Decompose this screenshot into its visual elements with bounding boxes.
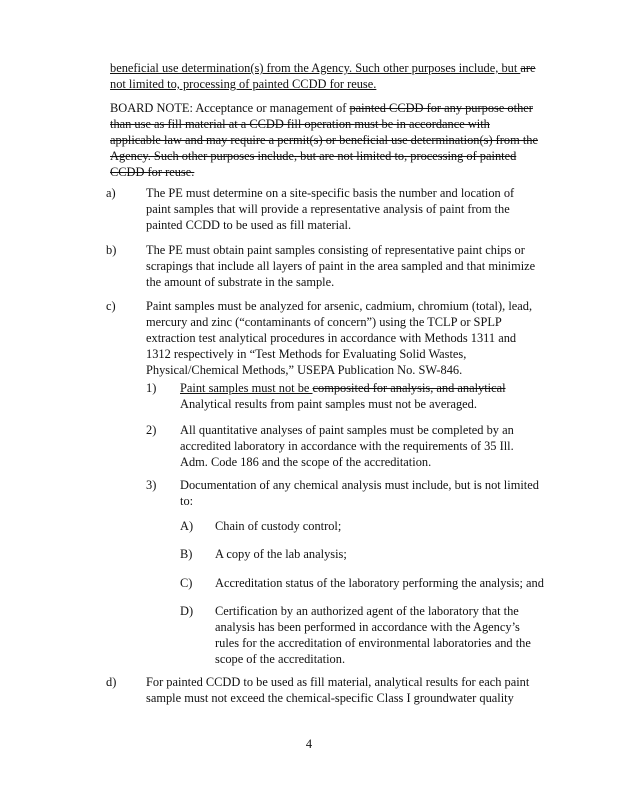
subsubitem-label: C): [180, 576, 193, 590]
subitem-1-text-a: Paint samples must not be: [180, 381, 313, 395]
top-paragraph: [110, 60, 542, 92]
item-label: b): [106, 243, 117, 257]
item-text: For painted CCDD to be used as fill material, analytical results for each paint sample must not exceed the chemical-specific Class I groundwater quality: [146, 675, 530, 705]
subitem-1-struck: composited for analysis, and analytical: [312, 381, 506, 395]
item-text: The PE must obtain paint samples consisting of representative paint chips or scrapings that include all layers of paint in the area sampled and that minimize the amount of substrate in the sample.: [146, 243, 536, 289]
subsubitem-label: A): [180, 519, 194, 533]
board-note-struck-b: must be in accordance with applicable law and may require a permit(s) or beneficial use determination(s) from the Agency. Such other purposes include, but are not limited to, processing of painted CCDD for reuse.: [110, 117, 538, 179]
subsubitem-label: B): [180, 547, 193, 561]
subitem-label: 2): [146, 423, 157, 437]
subsubitem-text: Accreditation status of the laboratory performing the analysis; and: [215, 576, 544, 590]
subsubitem-text: Chain of custody control;: [215, 519, 342, 533]
item-text: The PE must determine on a site-specific basis the number and location of paint samples that will provide a representative analysis of paint from the painted CCDD to be used as fill material.: [146, 186, 515, 232]
board-note-struck-a: painted CCDD for any purpose other than use as fill material at a CCDD fill operation: [110, 101, 533, 131]
item-label: a): [106, 186, 116, 200]
subitem-label: 3): [146, 478, 157, 492]
top-paragraph-text-end: not limited to, processing of painted CCDD for reuse.: [110, 77, 377, 91]
board-note: [110, 100, 542, 180]
item-label: d): [106, 675, 117, 689]
top-paragraph-text: beneficial use determination(s) from the Agency. Such other purposes include, but: [110, 61, 521, 75]
subitem-1-text-c: Analytical results from paint samples must not be averaged.: [180, 397, 477, 411]
subsubitem-text: A copy of the lab analysis;: [215, 547, 347, 561]
top-paragraph-struck-word: are: [520, 61, 536, 75]
subitem-text: All quantitative analyses of paint samples must be completed by an accredited laboratory in accordance with the requirements of 35 Ill. Adm. Code 186 and the scope of the accreditation.: [180, 423, 514, 469]
board-note-lead: BOARD NOTE: Acceptance or management of: [110, 101, 350, 115]
item-label: c): [106, 299, 116, 313]
subitem-text: [180, 380, 542, 412]
subsubitem-label: D): [180, 604, 194, 618]
subsubitem-text: Certification by an authorized agent of the laboratory that the analysis has been performed in accordance with the Agency’s rules for the accreditation of environmental laboratories and the scope of the accreditation.: [215, 604, 531, 666]
subitem-text: Documentation of any chemical analysis must include, but is not limited to:: [180, 478, 539, 508]
subitem-label: 1): [146, 381, 157, 395]
item-text: Paint samples must be analyzed for arsenic, cadmium, chromium (total), lead, mercury and zinc (“contaminants of concern”) using the TCLP or SPLP extraction test analytical procedures in accordance with Methods 1311 and 1312 respectively in “Test Methods for Evaluating Solid Wastes, Physical/Chemical Methods,” USEPA Publication No. SW-846.: [146, 299, 533, 377]
page-number: 4: [305, 737, 313, 751]
